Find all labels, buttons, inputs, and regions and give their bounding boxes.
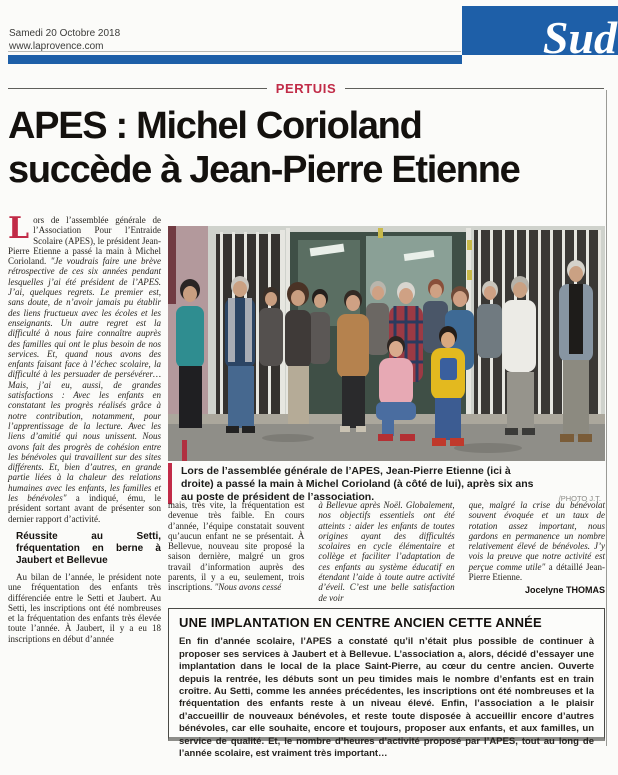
person-man-vest [559, 260, 593, 442]
byline: Jocelyne THOMAS [524, 585, 605, 596]
quote-text: que, malgré la crise du bénévolat souvent évoquée et un taux de rotation assez important, nous gardons en permanence un nombre relativement élevé de bénévoles. J’y vois la preuve que notre activité est perçue comme utile" [468, 500, 605, 572]
section-rule-right [345, 88, 604, 89]
insert-box [168, 608, 605, 759]
masthead-dateline [9, 28, 120, 53]
website-text: www.laprovence.com [9, 40, 104, 52]
header-blue-bar [8, 55, 462, 64]
headline-line1: APES : Michel Corioland [8, 105, 422, 147]
article-headline [8, 104, 606, 193]
photo-caption [168, 463, 605, 504]
section-label: PERTUIS [275, 81, 337, 96]
edition-name: Sud [542, 12, 617, 55]
photo-credit: /PHOTO J.T. [558, 493, 601, 503]
paragraph-text: ors de l’assemblée générale de l’Association Pour l’Entraide Scolaire (APES), le président Jean-Pierre Etienne a passé la main à Michel Corioland. [8, 215, 161, 267]
group-photo [168, 226, 605, 461]
person-man-scarf [225, 276, 255, 433]
article-column-1 [8, 211, 162, 644]
paragraph-text: a indiqué, ému, le président sortant avant de présenter son dernier rapport d’activité. [8, 493, 161, 524]
article-column-4 [469, 500, 605, 603]
section-rule-left [8, 88, 267, 89]
quote-text: "Je voudrais faire une brève rétrospective de ces six années pendant lesquelles j’ai été président de l’APES. J’ai, quelques regrets. Le premier est, sans doute, de n’avoir jamais pu établir des liens fructueux avec les écoles et les enseignants. Un autre regret est la difficulté à nous faire connaître auprès des familles qui ont le plus besoin de nos services. Et, quand nous avons des enfants faisant face à l’échec scolaire, la difficulté à les persuader de persévérer… Mais, j’ai eu, aussi, de grandes satisfactions : Avec les enfants en constatant les progrès réalisés grâce à notre contribution, notamment, pour l’apprentissage de la lecture. Avec les liens d’amitié qui nous unissent. Nous avons fait des progrès de cohésion entre les bénévoles qui travaillent sur des sites différents. Et, bien d’autres, en grande partie liées à la chaleur des relations humaines avec les enfants, les familles et les bénévoles" [8, 256, 162, 504]
insert-box-body: En fin d’année scolaire, l’APES a constaté qu’il n’était plus possible de continuer à proposer ses services à Jaubert et à Bellevue. L’association a, alors, décidé d’essayer une implantation dans le local de la place Saint-Pierre, au cœur du centre ancien. Ouverte depuis la rentrée, les débuts sont un peu timides mais le nombre d’enfants est en train croître. Au Setti, comme les années précédentes, les inscriptions ont été nombreuses et la fréquentation des enfants reste à un niveau élevé. Enfin, l’association a le plaisir d’accueillir de nouveaux bénévoles, et reste toute disposée à accueillir encore d’autres bénévoles, car elle souhaite, encore et toujours, proposer aux enfants, et aux familles, un service de qualité. Et, le nombre d’heures d’activité proposé par l’APES, tout au long de l’année scolaire, est vraiment très important… [179, 636, 594, 759]
quote-text: "Nous avons cessé [214, 582, 282, 593]
paragraph-text: Au bilan de l’année, le président note une fréquentation des enfants très différenciée entre le Setti et Jaubert. Au Setti, les inscriptions ont été nombreuses et la fréquentation des enfants très élevée toute l’année. À Jaubert, il y a eu 18 inscriptions en début d’année [8, 571, 161, 644]
edition-badge [462, 6, 618, 55]
date-text: Samedi 20 Octobre 2018 [9, 28, 121, 39]
insert-box-title: UNE IMPLANTATION EN CENTRE ANCIEN CETTE ANNÉE [179, 615, 542, 630]
headline-line2: succède à Jean-Pierre Etienne [8, 149, 520, 192]
section-strip [8, 82, 604, 95]
group-photo-illustration [168, 226, 605, 461]
paragraph-text: a détaillé Jean-Pierre Etienne. [468, 561, 605, 583]
header-thin-rule [8, 51, 461, 52]
quote-text: à Bellevue après Noël. Globalement, nos objectifs essentiels ont été atteints : aider les enfants de toutes origines ayant des difficultés scolaires en cycle élémentaire et collège et faciliter l’adaptation de ces enfants au système éducatif en étendant l’aide à toute autre activité d’éveil. C’est une belle satisfaction de voir [318, 500, 455, 603]
article-lower-columns [168, 500, 605, 603]
dropcap: L [8, 211, 30, 246]
photo-caption-text: Lors de l’assemblée générale de l’APES, Jean-Pierre Etienne (ici à droite) a passé la main à Michel Corioland (à côté de lui), après six ans au poste de président de l’association. [181, 465, 534, 503]
paragraph-text: mais, très vite, la fréquentation est devenue très faible. En cours d’année, l’équipe constatait souvent qu’aucun enfant ne se présentait. À Bellevue, nouveau site proposé la saison dernière, malgré un gros travail d’information auprès des parents, il y a eu, seulement, trois inscriptions. [168, 500, 305, 593]
article-column-3 [318, 500, 454, 603]
paragraph [8, 572, 161, 644]
crosshead: Réussite au Setti, fréquentation en berne à Jaubert et Bellevue [16, 530, 161, 566]
article-column-2 [168, 500, 304, 603]
page-edge-rule [606, 90, 607, 746]
lead-paragraph [8, 211, 162, 524]
